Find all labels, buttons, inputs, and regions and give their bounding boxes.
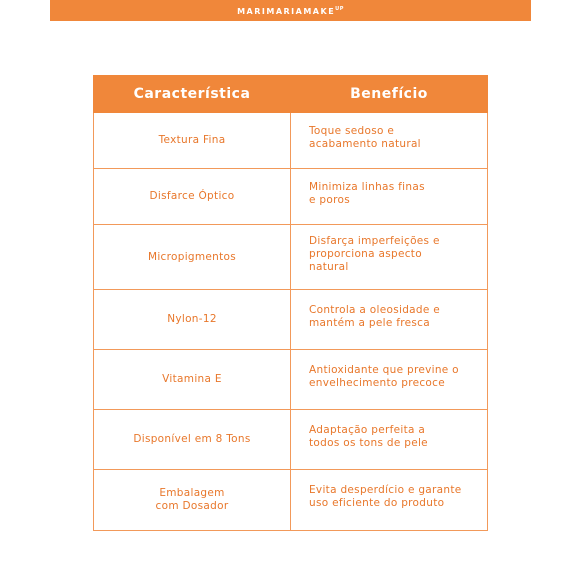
benefit-cell <box>291 169 488 225</box>
benefit-text: Evita desperdício e garante uso eficiente do produto <box>309 484 462 509</box>
feature-text: Vitamina E <box>162 373 222 385</box>
benefit-text: Minimiza linhas finas e poros <box>309 180 425 206</box>
column-header-feature: Característica <box>94 76 291 113</box>
benefit-cell <box>291 350 488 410</box>
table-header-row <box>94 76 488 113</box>
benefit-cell <box>291 470 488 531</box>
benefit-text: Controla a oleosidade e mantém a pele fresca <box>309 303 441 329</box>
feature-cell <box>94 410 291 470</box>
benefit-text: Antioxidante que previne o envelhecimento precoce <box>309 363 459 389</box>
feature-cell <box>94 470 291 531</box>
feature-text: Nylon-12 <box>167 313 217 325</box>
feature-text: Textura Fina <box>158 134 226 146</box>
benefit-cell <box>291 410 488 470</box>
brand-name: MARIMARIAMAKE <box>237 6 336 16</box>
benefit-cell <box>291 225 488 290</box>
benefit-cell <box>291 290 488 350</box>
column-header-benefit: Benefício <box>291 76 488 113</box>
table-row <box>94 470 488 531</box>
brand-header-bar <box>50 0 531 21</box>
benefit-text: Disfarça imperfeições e proporciona aspecto natural <box>309 234 440 273</box>
feature-cell <box>94 169 291 225</box>
feature-cell <box>94 225 291 290</box>
table-row <box>94 113 488 169</box>
table-row <box>94 225 488 290</box>
benefit-text: Toque sedoso e acabamento natural <box>309 124 421 150</box>
benefit-text: Adaptação perfeita a todos os tons de pele <box>309 423 428 449</box>
brand-logo <box>237 6 344 16</box>
feature-text: Disfarce Óptico <box>149 190 235 202</box>
table-row <box>94 350 488 410</box>
brand-superscript: UP <box>335 5 344 12</box>
features-benefits-table <box>93 75 488 531</box>
table-row <box>94 169 488 225</box>
feature-cell <box>94 290 291 350</box>
benefit-cell <box>291 113 488 169</box>
feature-text: Embalagem com Dosador <box>155 487 229 512</box>
table-row <box>94 410 488 470</box>
feature-cell <box>94 350 291 410</box>
table-row <box>94 290 488 350</box>
feature-text: Disponível em 8 Tons <box>133 433 251 445</box>
feature-cell <box>94 113 291 169</box>
feature-text: Micropigmentos <box>147 250 237 263</box>
